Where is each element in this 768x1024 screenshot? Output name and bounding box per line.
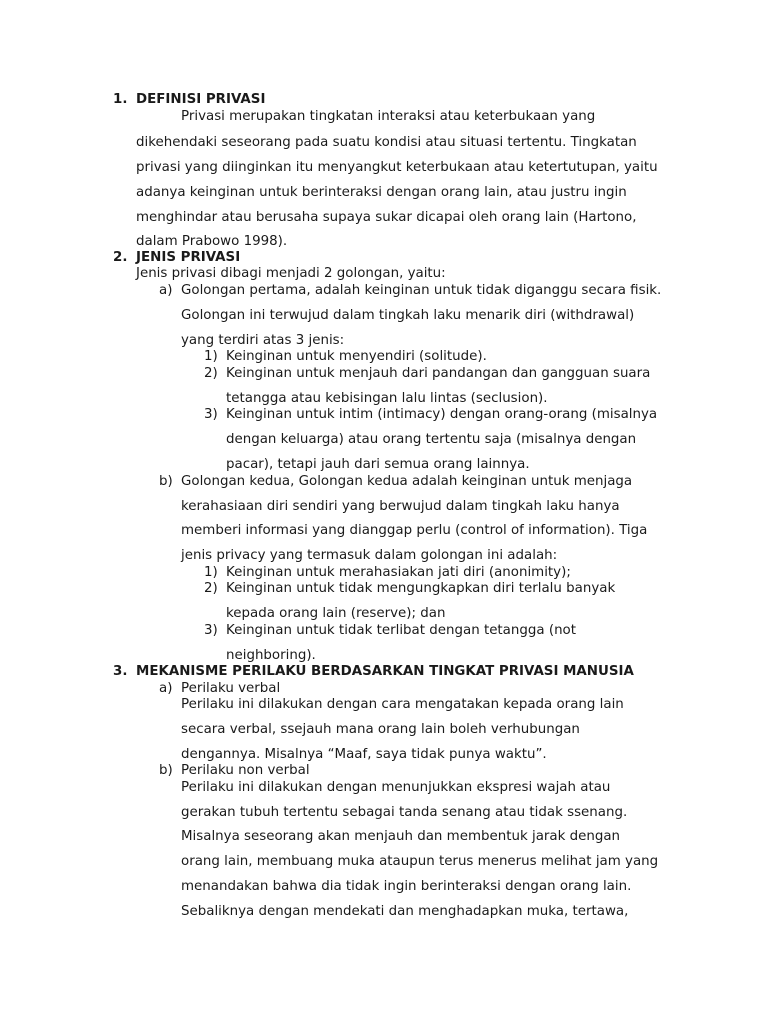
list-marker: b) [159, 474, 173, 489]
paragraph-line: menghindar atau berusaha supaya sukar dicapai oleh orang lain (Hartono, [136, 210, 637, 225]
section-number: 3. [113, 664, 128, 679]
paragraph-line: privasi yang diinginkan itu menyangkut keterbukaan atau ketertutupan, yaitu [136, 160, 658, 175]
paragraph-line: Jenis privasi dibagi menjadi 2 golongan, yaitu: [136, 266, 446, 281]
sublist-item-line: Keinginan untuk merahasiakan jati diri (anonimity); [226, 565, 571, 580]
list-item-line: secara verbal, ssejauh mana orang lain boleh verhubungan [181, 722, 580, 737]
section-heading: DEFINISI PRIVASI [136, 92, 266, 107]
sublist-marker: 2) [204, 581, 218, 596]
sublist-item-line: Keinginan untuk tidak terlibat dengan tetangga (not [226, 623, 576, 638]
sublist-item-line: dengan keluarga) atau orang tertentu saja (misalnya dengan [226, 432, 637, 447]
list-marker: b) [159, 763, 173, 778]
list-item-line: Golongan ini terwujud dalam tingkah laku menarik diri (withdrawal) [181, 308, 635, 323]
list-item-line: gerakan tubuh tertentu sebagai tanda senang atau tidak ssenang. [181, 805, 628, 820]
sublist-marker: 1) [204, 349, 218, 364]
list-item-line: Golongan pertama, adalah keinginan untuk tidak diganggu secara fisik. [181, 283, 662, 298]
list-item-line: Golongan kedua, Golongan kedua adalah keinginan untuk menjaga [181, 474, 633, 489]
sublist-item-line: Keinginan untuk tidak mengungkapkan diri terlalu banyak [226, 581, 616, 596]
sublist-item-line: neighboring). [226, 648, 316, 663]
list-marker: a) [159, 681, 173, 696]
sublist-marker: 3) [204, 623, 218, 638]
paragraph-line: dalam Prabowo 1998). [136, 234, 288, 249]
section-heading: MEKANISME PERILAKU BERDASARKAN TINGKAT PRIVASI MANUSIA [136, 664, 634, 679]
paragraph-line: Privasi merupakan tingkatan interaksi atau keterbukaan yang [181, 109, 596, 124]
sublist-item-line: pacar), tetapi jauh dari semua orang lainnya. [226, 457, 530, 472]
sublist-marker: 1) [204, 565, 218, 580]
section-number: 2. [113, 250, 128, 265]
list-item-line: Perilaku ini dilakukan dengan menunjukkan ekspresi wajah atau [181, 780, 611, 795]
list-item-line: orang lain, membuang muka ataupun terus menerus melihat jam yang [181, 854, 659, 869]
list-item-line: memberi informasi yang dianggap perlu (control of information). Tiga [181, 523, 648, 538]
sublist-marker: 3) [204, 407, 218, 422]
sublist-marker: 2) [204, 366, 218, 381]
list-item-line: dengannya. Misalnya “Maaf, saya tidak punya waktu”. [181, 747, 547, 762]
sublist-item-line: Keinginan untuk menyendiri (solitude). [226, 349, 487, 364]
section-heading: JENIS PRIVASI [136, 250, 241, 265]
list-item-line: yang terdiri atas 3 jenis: [181, 333, 345, 348]
paragraph-line: dikehendaki seseorang pada suatu kondisi atau situasi tertentu. Tingkatan [136, 135, 637, 150]
list-item-line: Perilaku ini dilakukan dengan cara mengatakan kepada orang lain [181, 697, 624, 712]
list-item-line: jenis privacy yang termasuk dalam golongan ini adalah: [181, 548, 558, 563]
list-item-title: Perilaku verbal [181, 681, 281, 696]
list-item-line: Misalnya seseorang akan menjauh dan membentuk jarak dengan [181, 829, 621, 844]
section-number: 1. [113, 92, 128, 107]
list-item-line: Sebaliknya dengan mendekati dan menghadapkan muka, tertawa, [181, 904, 629, 919]
sublist-item-line: kepada orang lain (reserve); dan [226, 606, 446, 621]
sublist-item-line: tetangga atau kebisingan lalu lintas (seclusion). [226, 391, 548, 406]
paragraph-line: adanya keinginan untuk berinteraksi dengan orang lain, atau justru ingin [136, 185, 627, 200]
sublist-item-line: Keinginan untuk intim (intimacy) dengan orang-orang (misalnya [226, 407, 658, 422]
list-marker: a) [159, 283, 173, 298]
list-item-line: menandakan bahwa dia tidak ingin berinteraksi dengan orang lain. [181, 879, 632, 894]
sublist-item-line: Keinginan untuk menjauh dari pandangan dan gangguan suara [226, 366, 651, 381]
list-item-title: Perilaku non verbal [181, 763, 310, 778]
list-item-line: kerahasiaan diri sendiri yang berwujud dalam tingkah laku hanya [181, 499, 620, 514]
